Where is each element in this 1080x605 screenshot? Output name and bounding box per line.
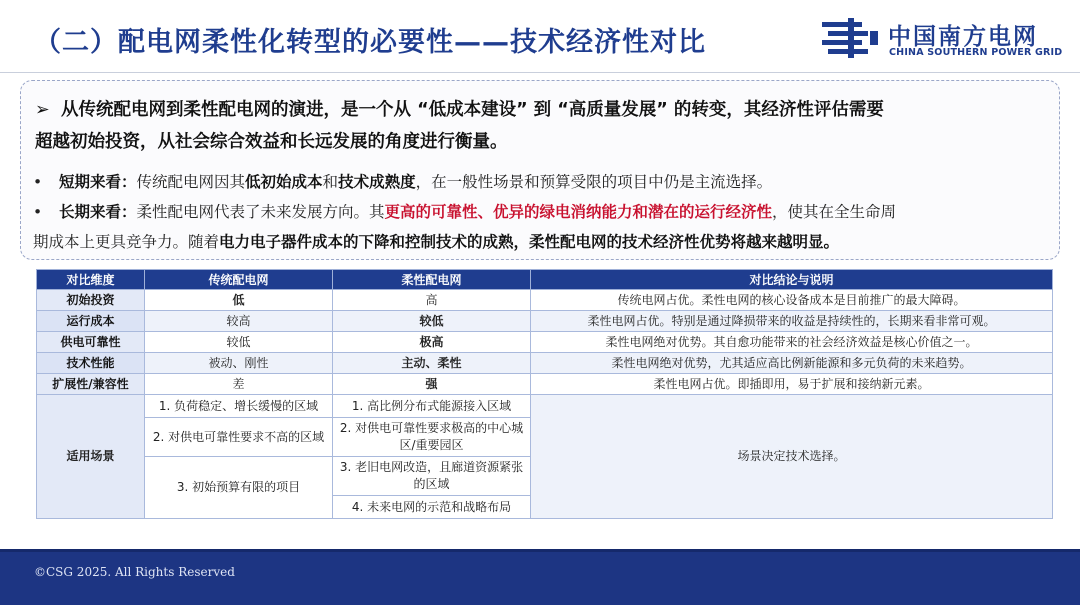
bullet-dot-icon: • xyxy=(33,173,43,191)
long-term-text-2: ，使其在全生命周 xyxy=(772,203,897,221)
short-term-bold-2: 技术成熟度 xyxy=(338,173,416,191)
conclusion-cell: 柔性电网占优。即插即用，易于扩展和接纳新元素。 xyxy=(531,374,1053,395)
comparison-table xyxy=(36,269,1053,519)
scenario-flexible-3: 3. 老旧电网改造，且廊道资源紧张的区域 xyxy=(333,457,531,496)
conclusion-cell: 柔性电网占优。特别是通过降损带来的收益是持续性的，长期来看非常可观。 xyxy=(531,311,1053,332)
long-term-text-3: 期成本上更具竞争力。随着 xyxy=(33,233,220,251)
csg-logo xyxy=(822,14,1062,64)
flexible-cell: 较低 xyxy=(333,311,531,332)
table-row xyxy=(37,374,1053,395)
arrow-bullet-icon: ➢ xyxy=(35,100,50,120)
long-term-bold-1: 电力电子器件成本的下降和控制技术的成熟，柔性配电网的技术经济性优势将越来越明显。 xyxy=(219,233,840,251)
column-header: 对比维度 xyxy=(37,270,145,290)
traditional-cell: 被动、刚性 xyxy=(145,353,333,374)
title-divider xyxy=(0,72,1080,73)
flexible-cell: 高 xyxy=(333,290,531,311)
scenario-flexible-4: 4. 未来电网的示范和战略布局 xyxy=(333,496,531,519)
copyright-text: ©CSG 2025. All Rights Reserved xyxy=(34,565,235,579)
column-header: 传统配电网 xyxy=(145,270,333,290)
conclusion-cell: 柔性电网绝对优势，尤其适应高比例新能源和多元负荷的未来趋势。 xyxy=(531,353,1053,374)
short-term-text-3: ，在一般性场景和预算受限的项目中仍是主流选择。 xyxy=(415,173,773,191)
intro-line-1: 从传统配电网到柔性配电网的演进，是一个从 “低成本建设” 到 “高质量发展” 的转变，其经济性评估需要 xyxy=(61,100,884,120)
table-header-row xyxy=(37,270,1053,290)
summary-box xyxy=(20,80,1060,260)
scenario-flexible-2: 2. 对供电可靠性要求极高的中心城区/重要园区 xyxy=(333,418,531,457)
scenario-traditional-3: 3. 初始预算有限的项目 xyxy=(145,457,333,519)
traditional-cell: 较高 xyxy=(145,311,333,332)
short-term-bold-1: 低初始成本 xyxy=(245,173,323,191)
flexible-cell: 主动、柔性 xyxy=(333,353,531,374)
logo-english-name: CHINA SOUTHERN POWER GRID xyxy=(889,47,1063,58)
scenario-flexible-1: 1. 高比例分布式能源接入区域 xyxy=(333,395,531,418)
scenario-conclusion-cell: 场景决定技术选择。 xyxy=(531,395,1053,519)
table-row xyxy=(37,353,1053,374)
short-term-bullet xyxy=(33,167,1045,197)
page-title: （二）配电网柔性化转型的必要性——技术经济性对比 xyxy=(34,27,706,58)
short-term-text-1: 传统配电网因其 xyxy=(136,173,246,191)
short-term-label: 短期来看： xyxy=(59,173,137,191)
short-term-text-2: 和 xyxy=(322,173,339,191)
csg-logo-icon xyxy=(822,18,880,58)
long-term-label: 长期来看： xyxy=(59,203,137,221)
table-row xyxy=(37,311,1053,332)
traditional-cell: 较低 xyxy=(145,332,333,353)
dimension-cell: 供电可靠性 xyxy=(37,332,145,353)
dimension-cell: 扩展性/兼容性 xyxy=(37,374,145,395)
dimension-cell: 初始投资 xyxy=(37,290,145,311)
logo-chinese-name: 中国南方电网 xyxy=(888,24,1038,50)
dimension-cell: 运行成本 xyxy=(37,311,145,332)
table-row xyxy=(37,290,1053,311)
traditional-cell: 差 xyxy=(145,374,333,395)
scenario-dimension-cell: 适用场景 xyxy=(37,395,145,519)
intro-paragraph xyxy=(35,94,1041,158)
intro-line-2: 超越初始投资，从社会综合效益和长远发展的角度进行衡量。 xyxy=(35,132,508,152)
column-header: 柔性配电网 xyxy=(333,270,531,290)
conclusion-cell: 柔性电网绝对优势。其自愈功能带来的社会经济效益是核心价值之一。 xyxy=(531,332,1053,353)
scenario-traditional-1: 1. 负荷稳定、增长缓慢的区域 xyxy=(145,395,333,418)
long-term-highlight: 更高的可靠性、优异的绿电消纳能力和潜在的运行经济性 xyxy=(384,203,773,221)
flexible-cell: 极高 xyxy=(333,332,531,353)
table-row xyxy=(37,332,1053,353)
flexible-cell: 强 xyxy=(333,374,531,395)
bullet-dot-icon: • xyxy=(33,203,43,221)
column-header: 对比结论与说明 xyxy=(531,270,1053,290)
conclusion-cell: 传统电网占优。柔性电网的核心设备成本是目前推广的最大障碍。 xyxy=(531,290,1053,311)
traditional-cell: 低 xyxy=(145,290,333,311)
footer-top-line xyxy=(0,549,1080,552)
dimension-cell: 技术性能 xyxy=(37,353,145,374)
scenario-traditional-2: 2. 对供电可靠性要求不高的区域 xyxy=(145,418,333,457)
scenario-row xyxy=(37,395,1053,418)
long-term-text-1: 柔性配电网代表了未来发展方向。其 xyxy=(136,203,385,221)
long-term-bullet xyxy=(33,197,1045,257)
